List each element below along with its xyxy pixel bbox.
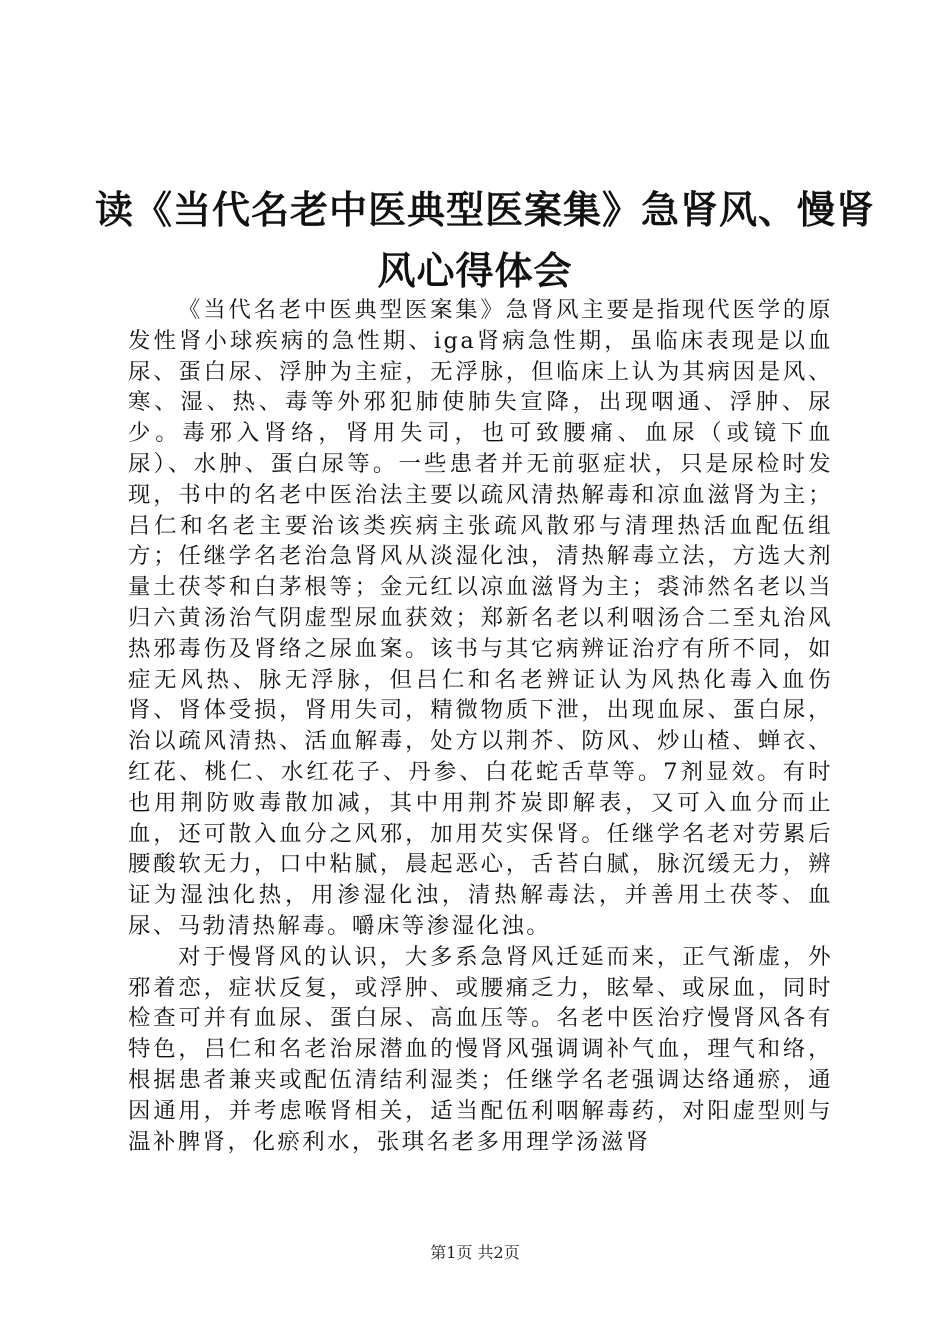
- document-body: [128, 295, 833, 1157]
- body-paragraph-2: 对于慢肾风的认识，大多系急肾风迁延而来，正气渐虚，外邪着恋，症状反复，或浮肿、或腰痛乏力，眩晕、或尿血，同时检查可并有血尿、蛋白尿、高血压等。名老中医治疗慢肾风各有特色，吕仁和名老治尿潜血的慢肾风强调调补气血，理气和络，根据患者兼夹或配伍清结利湿类；任继学名老强调达络通瘀，通因通用，并考虑喉肾相关，适当配伍利咽解毒药，对阳虚型则与温补脾肾，化瘀利水，张琪名老多用理学汤滋肾: [128, 943, 833, 1155]
- page-number-footer: 第1页 共2页: [430, 1243, 520, 1262]
- document-title-line-2: 风心得体会: [377, 249, 573, 293]
- body-paragraph-1: 《当代名老中医典型医案集》急肾风主要是指现代医学的原发性肾小球疾病的急性期、iga肾病急性期，虽临床表现是以血尿、蛋白尿、浮肿为主症，无浮脉，但临床上认为其病因是风、寒、湿、热、毒等外邪犯肺使肺失宣降，出现咽通、浮肿、尿少。毒邪入肾络，肾用失司，也可致腰痛、血尿（或镜下血尿）、水肿、蛋白尿等。一些患者并无前驱症状，只是尿检时发现，书中的名老中医治法主要以疏风清热解毒和凉血滋肾为主；吕仁和名老主要治该类疾病主张疏风散邪与清理热活血配伍组方；任继学名老治急肾风从淡湿化浊，清热解毒立法，方选大剂量土茯苓和白茅根等；金元红以凉血滋肾为主；裘沛然名老以当归六黄汤治气阴虚型尿血获效；郑新名老以利咽汤合二至丸治风热邪毒伤及肾络之尿血案。该书与其它病辨证治疗有所不同，如症无风热、脉无浮脉，但吕仁和名老辨证认为风热化毒入血伤肾、肾体受损，肾用失司，精微物质下泄，出现血尿、蛋白尿，治以疏风清热、活血解毒，处方以荆芥、防风、炒山楂、蝉衣、红花、桃仁、水红花子、丹参、白花蛇舌草等。7剂显效。有时也用荆防败毒散加减，其中用荆芥炭即解表，又可入血分而止血，还可散入血分之风邪，加用芡实保肾。任继学名老对劳累后腰酸软无力，口中粘腻，晨起恶心，舌苔白腻，脉沉缓无力，辨证为湿浊化热，用渗湿化浊，清热解毒法，并善用土茯苓、血尿、马勃清热解毒。嚼床等渗湿化浊。: [128, 297, 833, 939]
- document-title-line-1: 读《当代名老中医典型医案集》急肾风、慢肾: [95, 188, 876, 232]
